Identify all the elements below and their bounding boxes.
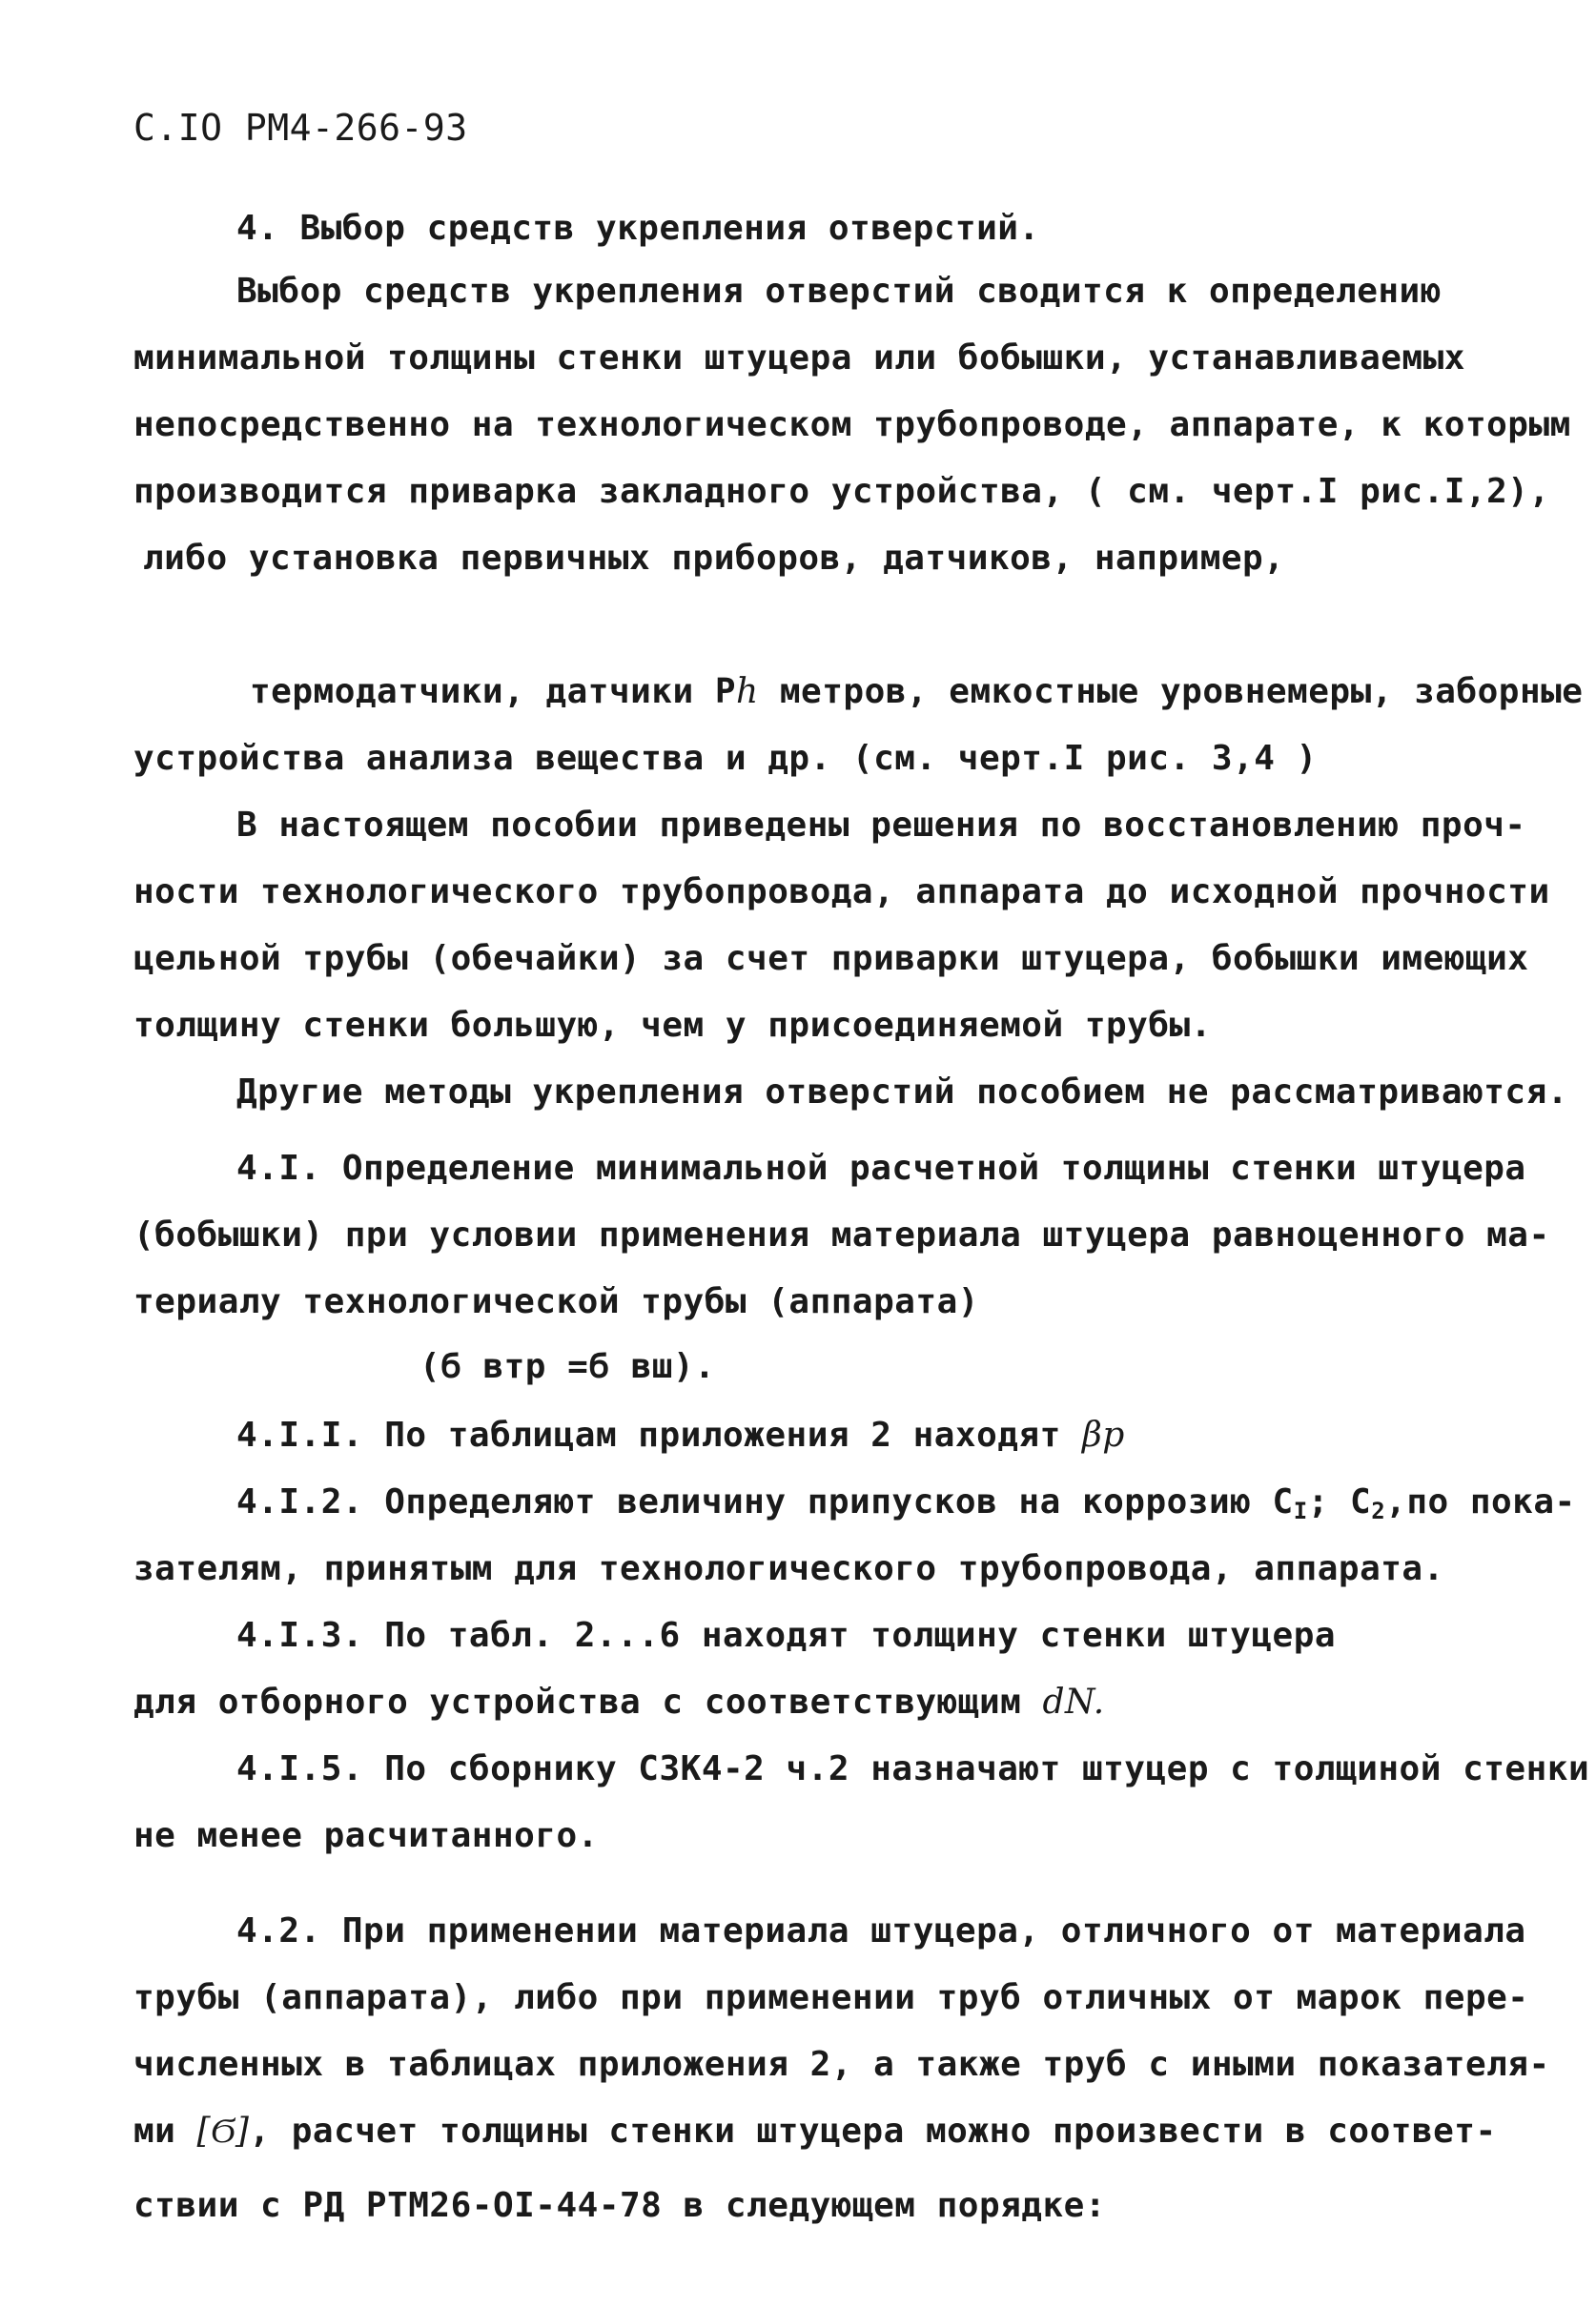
para1b-line1: [250, 671, 1583, 713]
para1-line5: либо установка первичных приборов, датчиков, например,: [143, 539, 1285, 578]
para1b-line2: устройства анализа вещества и др. (см. черт.I рис. 3,4 ): [133, 739, 1318, 778]
s412-sub2: 2: [1371, 1498, 1386, 1524]
s412-text-c: ,по пока-: [1385, 1482, 1576, 1522]
para1-line4: производится приварка закладного устройства, ( см. черт.I рис.I,2),: [133, 472, 1550, 511]
para1-line2: минимальной толщины стенки штуцера или бобышки, устанавливаемых: [133, 338, 1465, 378]
s41-line3: териалу технологической трубы (аппарата): [133, 1282, 979, 1321]
s412-line2: зателям, принятым для технологического трубопровода, аппарата.: [133, 1549, 1444, 1588]
para1b-text-b: метров, емкостные уровнемеры, заборные: [779, 672, 1584, 711]
s42-line1: 4.2. При применении материала штуцера, отличного от материала: [236, 1911, 1526, 1951]
formula: (Ϭ втр =Ϭ вш).: [419, 1347, 716, 1386]
s415-line1: 4.I.5. По сборнику СЗК4-2 ч.2 назначают штуцер с толщиной стенки: [236, 1749, 1590, 1788]
s412-text-a: 4.I.2. Определяют величину припусков на коррозию С: [236, 1482, 1294, 1522]
s41-line2: (бобышки) при условии применения материала штуцера равноценного ма-: [133, 1215, 1550, 1255]
handwritten-h: h: [736, 672, 759, 711]
s413-line2: [133, 1682, 1105, 1724]
s412-line1: [236, 1481, 1576, 1523]
s42-line3: численных в таблицах приложения 2, а также труб с иными показателя-: [133, 2045, 1550, 2084]
section-title: 4. Выбор средств укрепления отверстий.: [236, 209, 1040, 248]
s411: [236, 1415, 1125, 1457]
para2-line3: цельной трубы (обечайки) за счет приварки штуцера, бобышки имеющих: [133, 939, 1529, 978]
s42-line4: [133, 2111, 1497, 2153]
s413-text: для отборного устройства с соответствующим: [133, 1683, 1022, 1722]
s42-line5: ствии с РД РТМ26-OI-44-78 в следующем порядке:: [133, 2186, 1106, 2225]
s412-text-b: ; С: [1307, 1482, 1372, 1522]
s41-line1: 4.I. Определение минимальной расчетной толщины стенки штуцера: [236, 1149, 1526, 1188]
para1b-text-a: термодатчики, датчики Р: [250, 672, 736, 711]
para2-line4: толщину стенки большую, чем у присоединяемой трубы.: [133, 1006, 1212, 1045]
handwritten-sigma: [Ϭ]: [196, 2112, 250, 2151]
handwritten-beta-p: βp: [1081, 1416, 1125, 1455]
para3: Другие методы укрепления отверстий пособием не рассматриваются.: [236, 1072, 1568, 1112]
para1-line3: непосредственно на технологическом трубопроводе, аппарате, к которым: [133, 405, 1571, 444]
s42-text-b: , расчет толщины стенки штуцера можно произвести в соответ-: [249, 2112, 1497, 2151]
s42-text-a: ми: [133, 2112, 176, 2151]
s415-line2: не менее расчитанного.: [133, 1816, 599, 1855]
para2-line1: В настоящем пособии приведены решения по восстановлению проч-: [236, 806, 1526, 845]
s412-sub1: I: [1293, 1498, 1308, 1524]
s411-text: 4.I.I. По таблицам приложения 2 находят: [236, 1416, 1061, 1455]
s42-line2: трубы (аппарата), либо при применении труб отличных от марок пере-: [133, 1978, 1529, 2017]
para2-line2: ности технологического трубопровода, аппарата до исходной прочности: [133, 872, 1550, 911]
para1-line1: Выбор средств укрепления отверстий сводится к определению: [236, 272, 1442, 311]
page-header: С.IO РМ4-266-93: [133, 107, 468, 149]
s413-line1: 4.I.3. По табл. 2...6 находят толщину стенки штуцера: [236, 1616, 1337, 1655]
handwritten-dn: dN.: [1042, 1683, 1105, 1722]
